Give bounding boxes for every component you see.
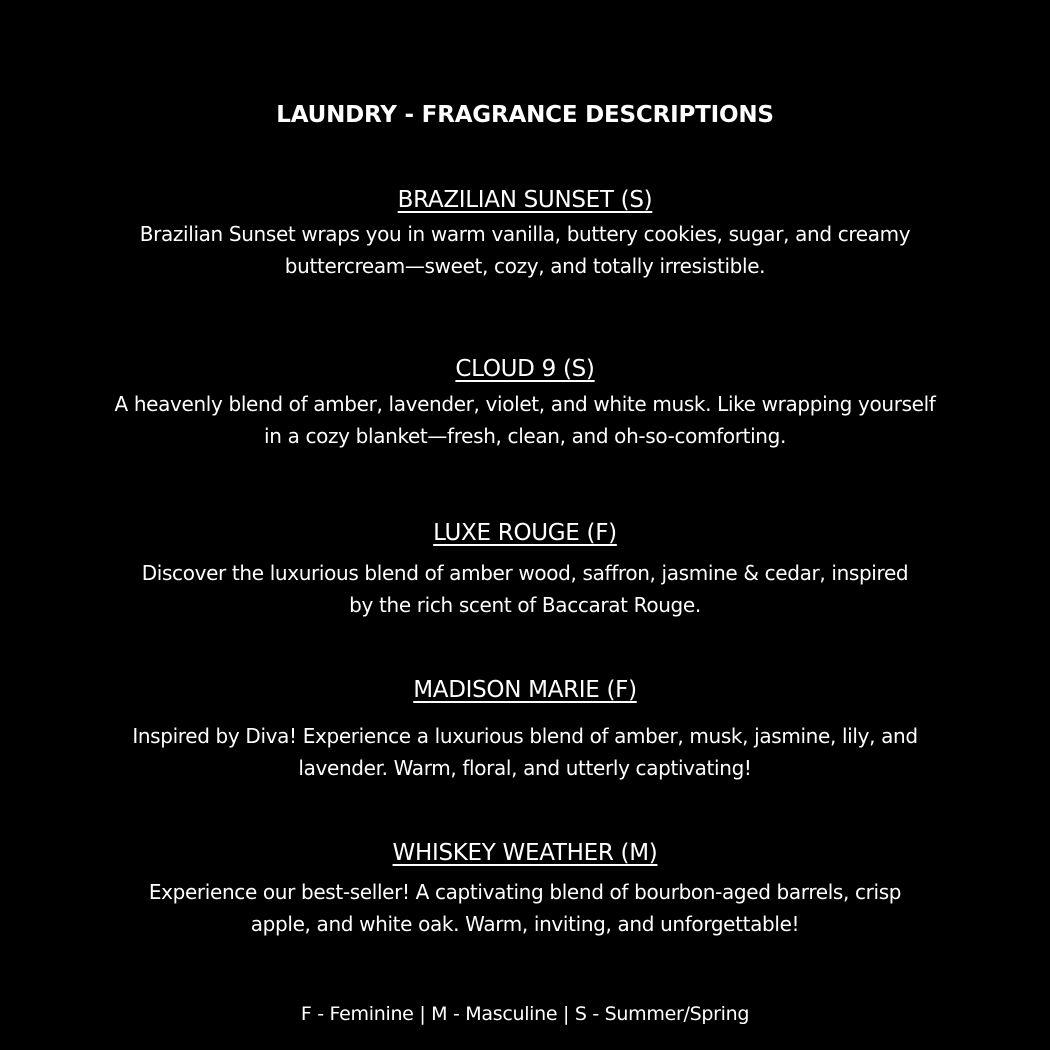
description-line: Brazilian Sunset wraps you in warm vanilla, buttery cookies, sugar, and creamy — [139, 222, 911, 246]
description-line: Inspired by Diva! Experience a luxurious blend of amber, musk, jasmine, lily, and — [132, 724, 918, 748]
fragrance-name: WHISKEY WEATHER (M) — [392, 840, 658, 866]
fragrance-entry-cloud-9 — [0, 353, 1050, 452]
fragrance-entry-whiskey-weather — [0, 837, 1050, 940]
description-line: by the rich scent of Baccarat Rouge. — [349, 593, 701, 617]
description-line: Experience our best-seller! A captivating blend of bourbon-aged barrels, crisp — [148, 880, 902, 904]
legend-key: F - Feminine | M - Masculine | S - Summer/Spring — [300, 1003, 750, 1025]
description-line: in a cozy blanket—fresh, clean, and oh-so-comforting. — [264, 424, 786, 448]
fragrance-name: LUXE ROUGE (F) — [433, 520, 617, 546]
fragrance-name: MADISON MARIE (F) — [413, 677, 637, 703]
fragrance-description — [0, 218, 1050, 282]
description-line: buttercream—sweet, cozy, and totally irresistible. — [284, 254, 766, 278]
fragrance-entry-luxe-rouge — [0, 517, 1050, 621]
fragrance-description — [0, 720, 1050, 784]
page-title: LAUNDRY - FRAGRANCE DESCRIPTIONS — [276, 102, 774, 128]
fragrance-description — [0, 557, 1050, 621]
fragrance-entry-madison-marie — [0, 674, 1050, 784]
description-line: A heavenly blend of amber, lavender, violet, and white musk. Like wrapping yourself — [114, 392, 936, 416]
description-line: Discover the luxurious blend of amber wood, saffron, jasmine & cedar, inspired — [141, 561, 909, 585]
fragrance-name: BRAZILIAN SUNSET (S) — [397, 187, 653, 213]
description-line: apple, and white oak. Warm, inviting, and unforgettable! — [250, 912, 800, 936]
fragrance-name: CLOUD 9 (S) — [455, 356, 595, 382]
fragrance-description — [0, 876, 1050, 940]
fragrance-entry-brazilian-sunset — [0, 184, 1050, 282]
description-line: lavender. Warm, floral, and utterly captivating! — [298, 756, 752, 780]
fragrance-description — [0, 388, 1050, 452]
